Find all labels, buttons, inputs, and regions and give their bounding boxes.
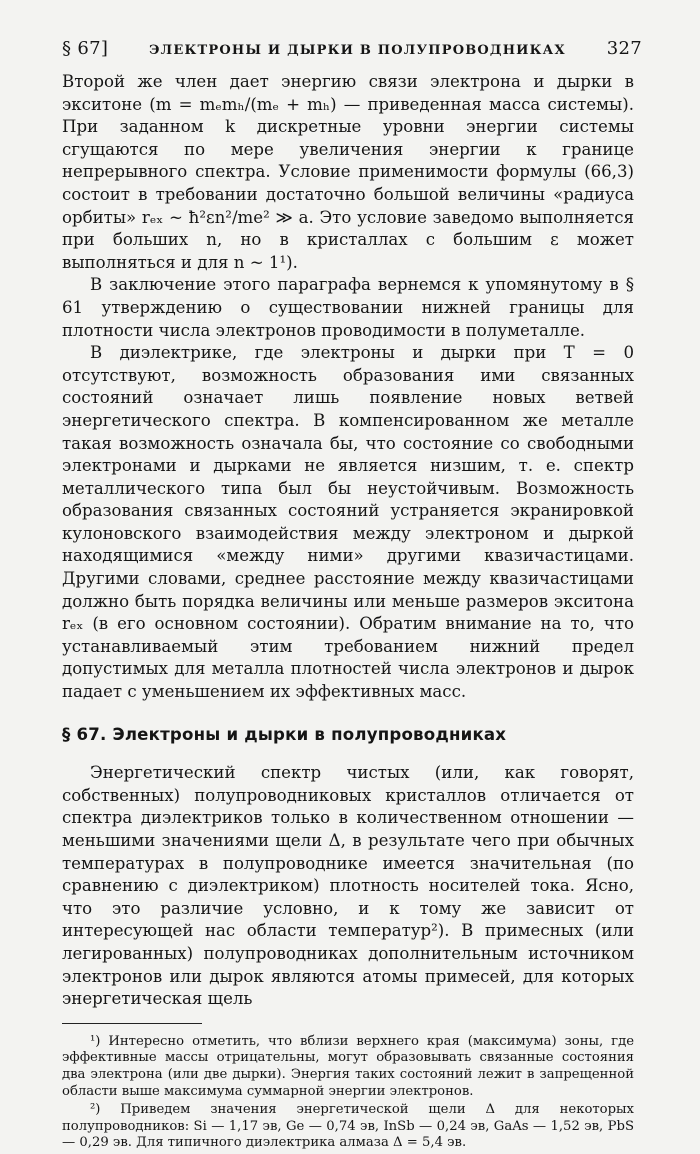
paragraph-conclusion: В заключение этого параграфа вернемся к упомянутому в § 61 утверждению о существовании нижней границы для плотности числа электронов проводимости в полуметалле. [62, 275, 634, 340]
section-heading: § 67. Электроны и дырки в полупроводниках [62, 724, 507, 744]
footnote-divider [62, 1023, 202, 1024]
paragraph-dielectric: В диэлектрике, где электроны и дырки при T = 0 отсутствуют, возможность образования ими связанных состояний означает лишь появление новых ветвей энергетического спектра. В компенсированном же металле такая возможность означала бы, что состояние со свободными электронами и дырками не является низшим, т. е. спектр металлического типа был бы неустойчивым. Возможность образования связанных состояний устраняется экранировкой кулоновского взаимодействия между электроном и дыркой находящимися «между ними» другими квазичастицами. Другими словами, среднее расстояние между квазичастицами должно быть порядка величины или меньше размеров экситона rₑₓ (в его основном состоянии). Обратим внимание на то, что устанавливаемый этим требованием нижний предел допустимых для металла плотностей числа электронов и дырок падает с уменьшением их эффективных масс. [62, 343, 634, 702]
paragraph-semiconductors: Энергетический спектр чистых (или, как говорят, собственных) полупроводниковых кристаллов отличается от спектра диэлектриков только в количественном отношении — меньшими значениями щели Δ, в результате чего при обычных температурах в полупроводнике имеется значительная (по сравнению с диэлектриком) плотность носителей тока. Ясно, что это различие условно, и к тому же зависит от интересующей нас области температур²). В примесных (или легированных) полупроводниках дополнительным источником электронов или дырок являются атомы примесей, для которых энергетическая щель [62, 763, 634, 1009]
page-body [62, 71, 634, 1154]
page-number: 327 [606, 38, 642, 59]
page-header [62, 38, 642, 59]
header-section-ref: § 67] [62, 38, 109, 59]
footnote-2: ²) Приведем значения энергетической щели Δ для некоторых полупроводников: Si — 1,17 эв, Ge — 0,74 эв, InSb — 0,24 эв, GaAs — 1,52 эв, PbS — 0,29 эв. Для типичного диэлектрика алмаза Δ = 5,4 эв. [62, 1102, 634, 1151]
footnotes [62, 1034, 634, 1152]
paragraph-exciton: Второй же член дает энергию связи электрона и дырки в экситоне (m = mₑmₕ/(mₑ + mₕ) — приведенная масса системы). При заданном k дискретные уровни энергии системы сгущаются по мере увеличения энергии к границе непрерывного спектра. Условие применимости формулы (66,3) состоит в требовании достаточно большой величины «радиуса орбиты» rₑₓ ~ ħ²εn²/me² ≫ a. Это условие заведомо выполняется при больших n, но в кристаллах с большим ε может выполняться и для n ~ 1¹). [62, 72, 634, 272]
running-title: ЭЛЕКТРОНЫ И ДЫРКИ В ПОЛУПРОВОДНИКАХ [149, 43, 566, 58]
footnote-1: ¹) Интересно отметить, что вблизи верхнего края (максимума) зоны, где эффективные массы отрицательны, могут образовывать связанные состояния два электрона (или две дырки). Энергия таких состояний лежит в запрещенной области выше максимума суммарной энергии электронов. [62, 1033, 634, 1099]
